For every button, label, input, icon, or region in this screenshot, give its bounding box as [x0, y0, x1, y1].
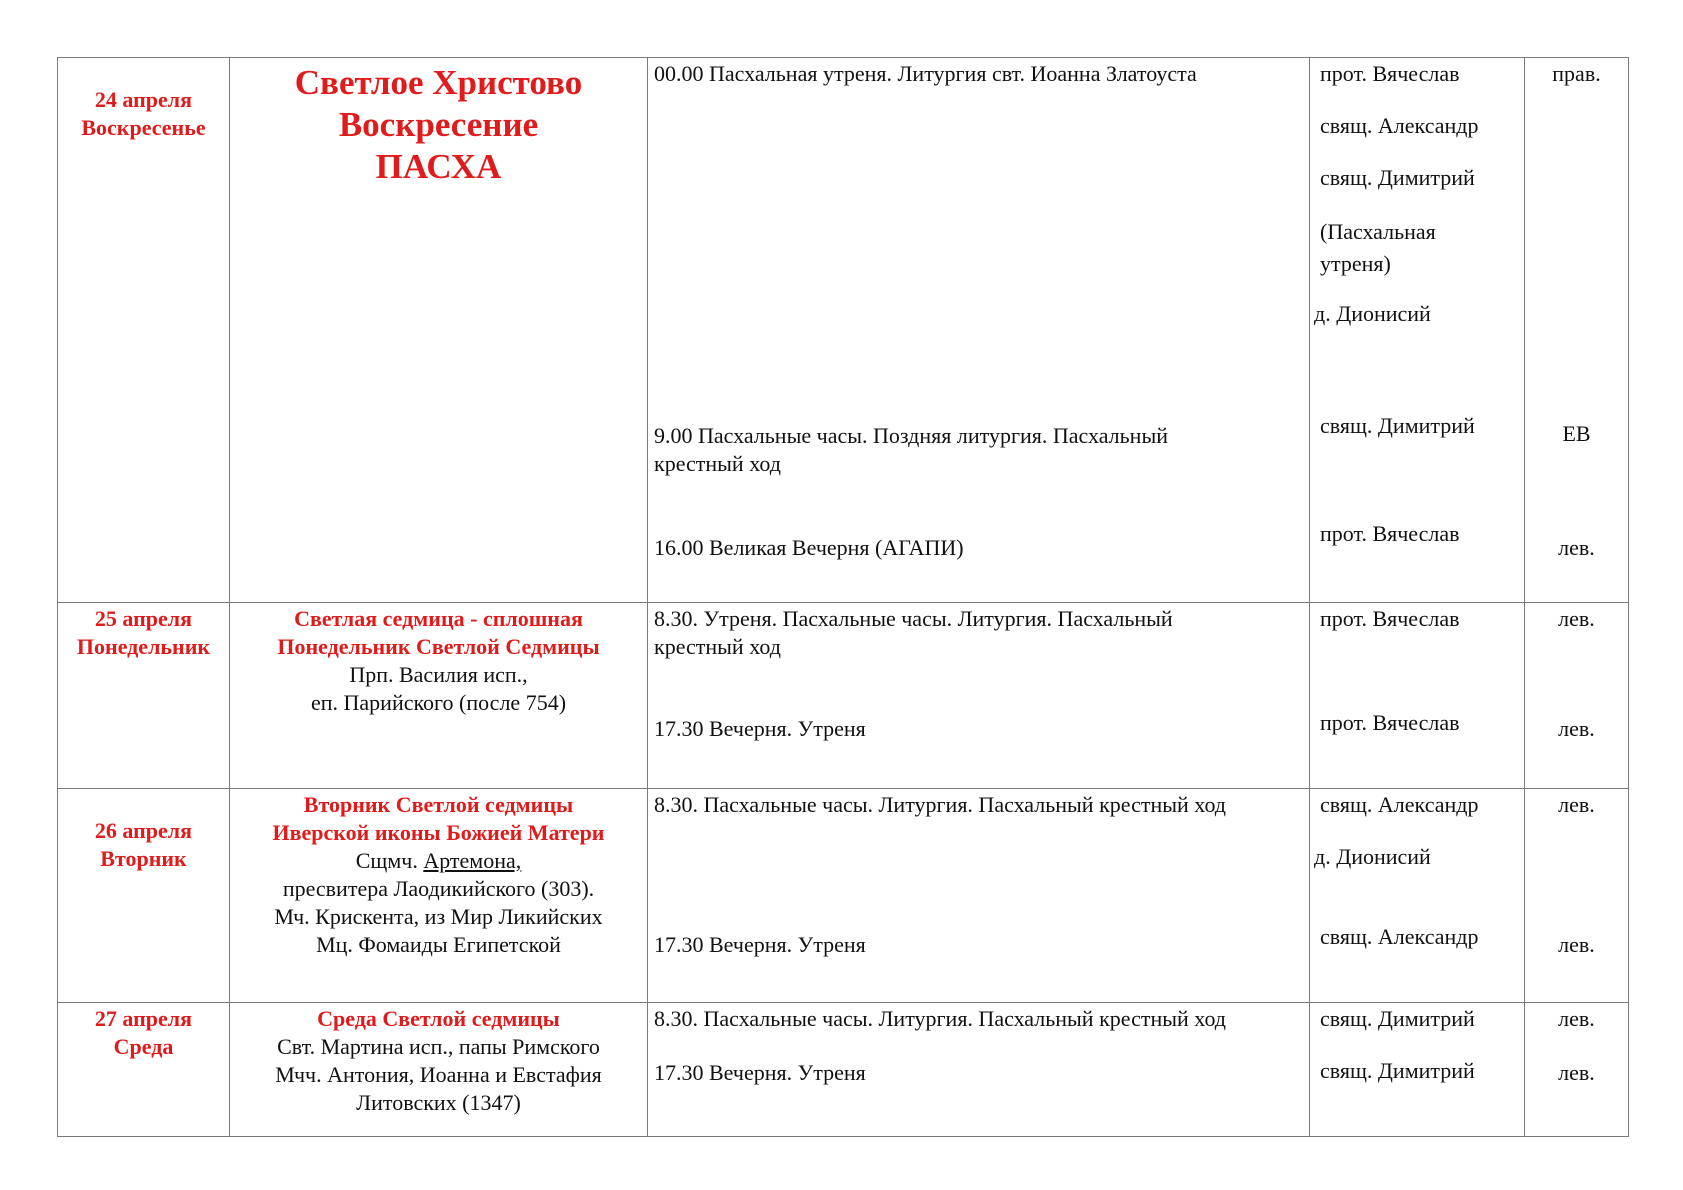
- priests-cell: [1310, 1003, 1525, 1137]
- priest-name: свящ. Александр: [1320, 792, 1479, 817]
- weekday-label: Воскресенье: [81, 115, 206, 140]
- date-label: 24 апреля: [94, 87, 193, 112]
- weekday-label: Среда: [113, 1034, 174, 1059]
- choir-cell: [1525, 1003, 1629, 1137]
- choir-label: прав.: [1552, 61, 1601, 86]
- saint-line: Свт. Мартина исп., папы Римского: [277, 1034, 600, 1059]
- saint-name-link[interactable]: Артемона,: [423, 848, 522, 873]
- choir-label: лев.: [1558, 932, 1595, 957]
- saint-line: еп. Парийского (после 754): [310, 690, 567, 715]
- date-cell: [58, 789, 230, 1003]
- choir-label: лев.: [1558, 535, 1595, 560]
- priest-name: прот. Вячеслав: [1320, 606, 1460, 631]
- service-entry: 17.30 Вечерня. Утреня: [654, 716, 866, 741]
- priest-name: свящ. Димитрий: [1320, 413, 1475, 438]
- choir-label: лев.: [1558, 1060, 1595, 1085]
- date-cell: [58, 58, 230, 603]
- date-label: 25 апреля: [94, 606, 193, 631]
- priest-name: д. Дионисий: [1314, 301, 1431, 326]
- choir-label: ЕВ: [1562, 421, 1591, 446]
- priest-note: (Пасхальная утреня): [1320, 219, 1436, 276]
- priest-name: прот. Вячеслав: [1320, 521, 1460, 546]
- service-entry: 16.00 Великая Вечерня (АГАПИ): [654, 535, 964, 560]
- choir-cell: [1525, 58, 1629, 603]
- feast-title-line: Понедельник Светлой Седмицы: [277, 634, 600, 659]
- services-cell: [648, 789, 1310, 1003]
- feast-title-line: Иверской иконы Божией Матери: [272, 820, 605, 845]
- services-cell: [648, 603, 1310, 789]
- date-label: 26 апреля: [94, 818, 193, 843]
- services-cell: [648, 58, 1310, 603]
- feast-title-line: Воскресение: [338, 105, 539, 144]
- table-row: [58, 58, 1629, 603]
- priest-name: прот. Вячеслав: [1320, 61, 1460, 86]
- saint-line: Литовских (1347): [356, 1090, 521, 1115]
- priest-name: свящ. Александр: [1320, 924, 1479, 949]
- priests-cell: [1310, 789, 1525, 1003]
- feast-cell: [230, 58, 648, 603]
- priest-name: свящ. Димитрий: [1320, 1058, 1475, 1083]
- saint-line: пресвитера Лаодикийского (303).: [282, 876, 595, 901]
- feast-title-line: Светлое Христово: [294, 63, 583, 102]
- service-entry: 17.30 Вечерня. Утреня: [654, 1060, 866, 1085]
- service-entry: 00.00 Пасхальная утреня. Литургия свт. Иоанна Златоуста: [654, 61, 1197, 86]
- date-cell: [58, 1003, 230, 1137]
- feast-cell: [230, 603, 648, 789]
- services-cell: [648, 1003, 1310, 1137]
- table-row: [58, 1003, 1629, 1137]
- saint-line: Мч. Крискента, из Мир Ликийских: [274, 904, 603, 929]
- priests-cell: [1310, 603, 1525, 789]
- priest-name: свящ. Александр: [1320, 113, 1479, 138]
- choir-cell: [1525, 603, 1629, 789]
- priests-cell: [1310, 58, 1525, 603]
- saint-prefix: Сщмч.: [355, 848, 418, 873]
- feast-cell: [230, 1003, 648, 1137]
- service-entry: 8.30. Утреня. Пасхальные часы. Литургия. Пасхальный крестный ход: [654, 606, 1173, 659]
- table-row: [58, 603, 1629, 789]
- service-entry: 8.30. Пасхальные часы. Литургия. Пасхальный крестный ход: [654, 792, 1226, 817]
- service-entry: 17.30 Вечерня. Утреня: [654, 932, 866, 957]
- date-cell: [58, 603, 230, 789]
- feast-cell: [230, 789, 648, 1003]
- choir-label: лев.: [1558, 606, 1595, 631]
- service-entry: 8.30. Пасхальные часы. Литургия. Пасхальный крестный ход: [654, 1006, 1226, 1031]
- saint-line: Мц. Фомаиды Египетской: [316, 932, 561, 957]
- saint-line: [230, 847, 647, 875]
- choir-label: лев.: [1558, 1006, 1595, 1031]
- weekday-label: Вторник: [100, 846, 187, 871]
- feast-title-line: ПАСХА: [375, 147, 502, 186]
- feast-title-line: Вторник Светлой седмицы: [303, 792, 574, 817]
- schedule-table: [57, 57, 1629, 1137]
- saint-line: Мчч. Антония, Иоанна и Евстафия: [275, 1062, 602, 1087]
- choir-cell: [1525, 789, 1629, 1003]
- service-entry: 9.00 Пасхальные часы. Поздняя литургия. Пасхальный крестный ход: [654, 423, 1169, 476]
- choir-label: лев.: [1558, 792, 1595, 817]
- date-label: 27 апреля: [94, 1006, 193, 1031]
- priest-name: д. Дионисий: [1314, 844, 1431, 869]
- priest-name: свящ. Димитрий: [1320, 165, 1475, 190]
- table-row: [58, 789, 1629, 1003]
- priest-name: свящ. Димитрий: [1320, 1006, 1475, 1031]
- saint-line: Прп. Василия исп.,: [349, 662, 528, 687]
- priest-name: прот. Вячеслав: [1320, 710, 1460, 735]
- feast-title-line: Светлая седмица - сплошная: [294, 606, 583, 631]
- weekday-label: Понедельник: [76, 634, 211, 659]
- feast-title-line: Среда Светлой седмицы: [317, 1006, 560, 1031]
- choir-label: лев.: [1558, 716, 1595, 741]
